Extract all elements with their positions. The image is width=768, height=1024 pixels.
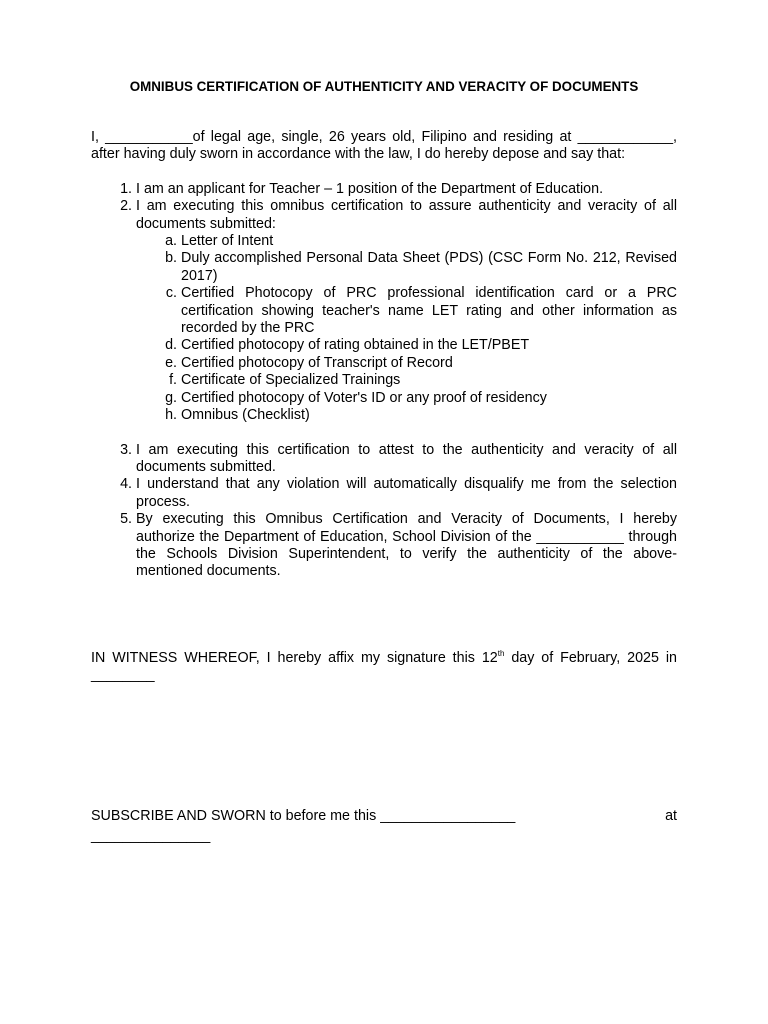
witness-text-before: IN WITNESS WHEREOF, I hereby affix my signature this 12 — [91, 650, 498, 666]
document-item: f. Certificate of Specialized Trainings — [181, 372, 677, 389]
document-body — [91, 129, 677, 581]
statement-list — [91, 181, 677, 581]
document-item: b. Duly accomplished Personal Data Sheet (PDS) (CSC Form No. 212, Revised 2017) — [181, 250, 677, 285]
statement-text: I am executing this omnibus certification to assure authenticity and veracity of all documents submitted: — [136, 198, 677, 232]
statement-item-5 — [136, 511, 677, 581]
statement-item-4 — [136, 476, 677, 511]
intro-paragraph: I, ___________of legal age, single, 26 years old, Filipino and residing at ____________, after having duly sworn in accordance with the law, I do hereby depose and say that: — [91, 129, 677, 163]
sworn-text: SUBSCRIBE AND SWORN to before me this _________________ — [91, 808, 516, 824]
statement-text: I am an applicant for Teacher – 1 position of the Department of Education. — [136, 180, 604, 197]
document-title: OMNIBUS CERTIFICATION OF AUTHENTICITY AND VERACITY OF DOCUMENTS — [129, 79, 639, 94]
document-item: e. Certified photocopy of Transcript of Record — [181, 355, 677, 372]
document-item: g. Certified photocopy of Voter's ID or any proof of residency — [181, 390, 677, 407]
witness-paragraph — [91, 650, 677, 685]
statement-text: By executing this Omnibus Certification and Veracity of Documents, I hereby authorize the Department of Education, School Division of the ___________ through the Schools Division Superintendent, to verify the authenticity of the above-mentioned documents. — [136, 511, 677, 580]
statement-text: I understand that any violation will automatically disqualify me from the selection process. — [136, 476, 677, 510]
statement-text: I am executing this certification to attest to the authenticity and veracity of all documents submitted. — [136, 441, 677, 475]
document-item: d. Certified photocopy of rating obtained in the LET/PBET — [181, 337, 677, 354]
statement-item-3 — [136, 442, 677, 477]
document-item: h. Omnibus (Checklist) — [181, 407, 677, 424]
statement-item-1 — [136, 181, 677, 198]
sworn-line-2: _______________ — [91, 828, 211, 844]
documents-list — [136, 233, 677, 424]
sworn-at: at — [665, 808, 677, 824]
sworn-statement — [91, 806, 677, 846]
document-item: a. Letter of Intent — [181, 233, 677, 250]
document-item: c. Certified Photocopy of PRC professional identification card or a PRC certification showing teacher's name LET rating and other information as recorded by the PRC — [181, 285, 677, 337]
witness-text-after: day of February, 2025 in ________ — [91, 650, 677, 684]
ordinal-suffix: th — [497, 649, 505, 659]
statement-item-2 — [136, 198, 677, 424]
sworn-line-1 — [91, 806, 677, 826]
